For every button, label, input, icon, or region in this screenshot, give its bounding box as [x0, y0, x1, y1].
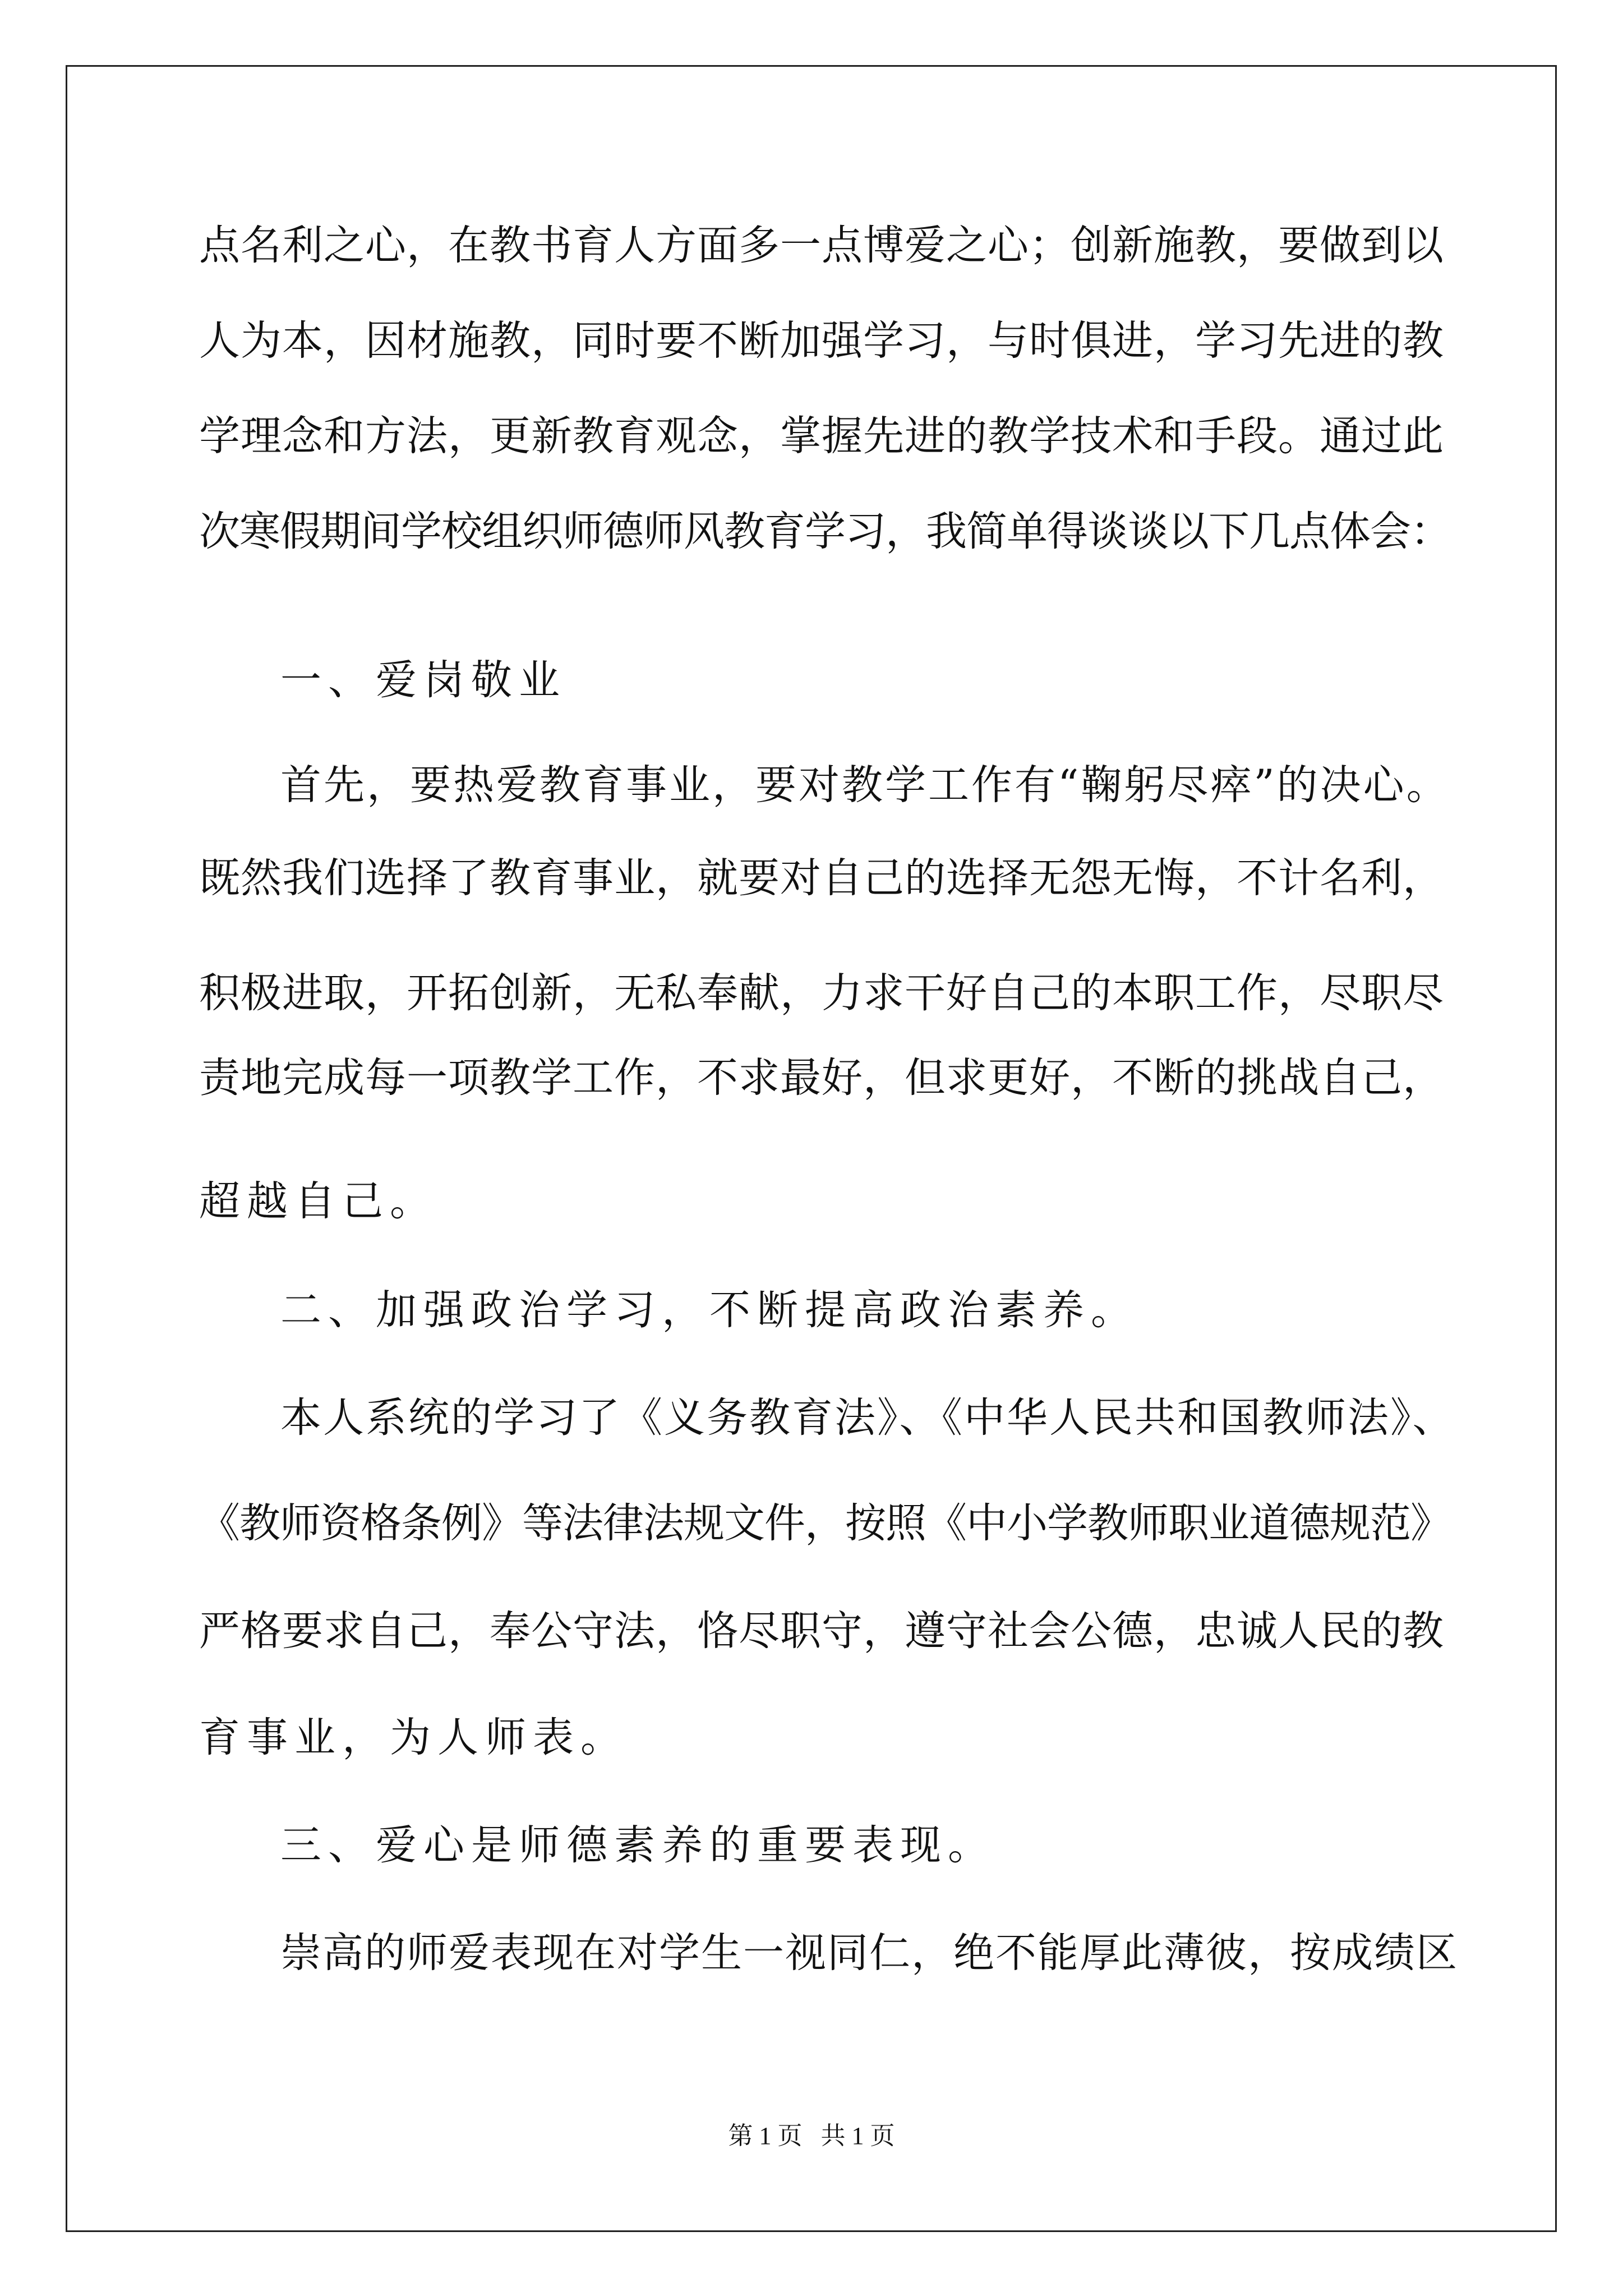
body-text-line: 学理念和方法，更新教育观念，掌握先进的教学技术和手段。通过此: [199, 412, 1444, 460]
section-heading: 三、爱心是师德素养的重要表现。: [280, 1821, 995, 1869]
page-border: [66, 65, 1557, 2232]
paragraph-first-line: 首先，要热爱教育事业，要对教学工作有“鞠躬尽瘁”的决心。: [280, 761, 1450, 809]
body-text-line: 育事业，为人师表。: [199, 1714, 628, 1761]
paragraph-first-line: 本人系统的学习了《义务教育法》、《中华人民共和国教师法》、: [280, 1394, 1455, 1442]
body-text-line: 积极进取，开拓创新，无私奉献，力求干好自己的本职工作，尽职尽: [199, 969, 1444, 1017]
body-text-line: 《教师资格条例》等法律法规文件，按照《中小学教师职业道德规范》: [199, 1499, 1451, 1547]
body-text-line: 既然我们选择了教育事业，就要对自己的选择无怨无悔，不计名利，: [199, 854, 1444, 902]
section-heading: 二、加强政治学习，不断提高政治素养。: [280, 1286, 1138, 1334]
page-footer: 第 1 页 共 1 页: [728, 2122, 895, 2150]
body-text-line: 人为本，因材施教，同时要不断加强学习，与时俱进，学习先进的教: [199, 317, 1444, 365]
body-text-line: 次寒假期间学校组织师德师风教育学习，我简单得谈谈以下几点体会：: [199, 508, 1451, 555]
section-heading: 一、爱岗敬业: [280, 656, 566, 704]
body-text-line: 严格要求自己，奉公守法，恪尽职守，遵守社会公德，忠诚人民的教: [199, 1607, 1444, 1655]
body-text-line: 超越自己。: [199, 1177, 437, 1225]
body-text-line: 点名利之心，在教书育人方面多一点博爱之心；创新施教，要做到以: [199, 222, 1444, 269]
body-text-line: 责地完成每一项教学工作，不求最好，但求更好，不断的挑战自己，: [199, 1054, 1444, 1102]
paragraph-first-line: 崇高的师爱表现在对学生一视同仁，绝不能厚此薄彼，按成绩区: [280, 1929, 1458, 1977]
